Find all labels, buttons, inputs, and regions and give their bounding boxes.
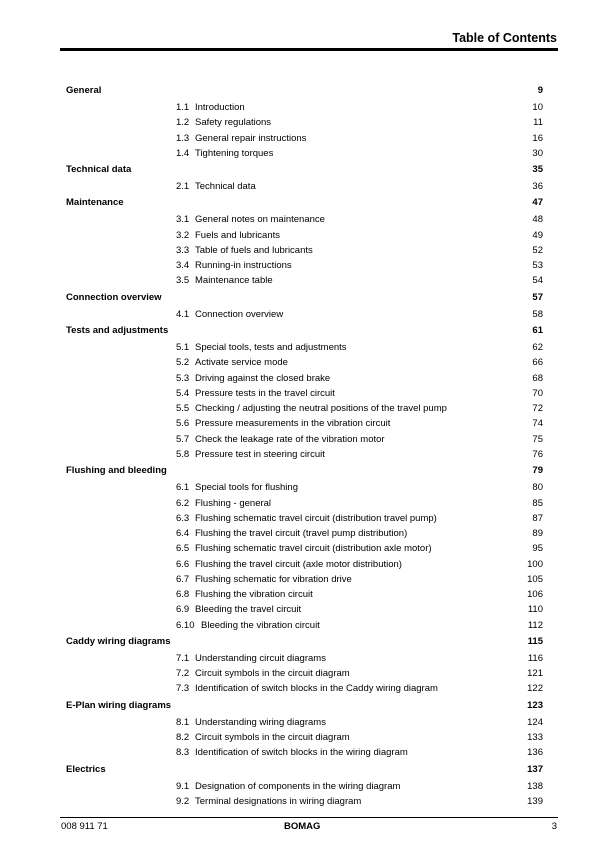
toc-section: [0, 324, 605, 338]
toc-entry-page: 72: [532, 403, 543, 415]
toc-entry-number: 6.4: [176, 528, 190, 539]
toc-entry-page: 133: [527, 732, 543, 743]
toc-entry-title: Safety regulations: [195, 117, 272, 129]
toc-entry-number: 5.1: [176, 342, 190, 354]
toc-entry-number: 4.1: [176, 308, 190, 320]
toc-entry-title: General repair instructions: [195, 132, 307, 144]
toc-entry: [0, 308, 605, 322]
toc-entry-number: 1.2: [176, 117, 190, 129]
toc-entry-number: 6.10: [176, 619, 195, 631]
toc-entry-title: Pressure tests in the travel circuit: [195, 387, 335, 399]
toc-entry: [0, 558, 605, 572]
toc-entry: [0, 356, 605, 370]
toc-entry-title: Check the leakage rate of the vibration motor: [195, 433, 385, 445]
toc-entry-page: 74: [532, 418, 543, 430]
toc-entry-page: 87: [532, 512, 543, 524]
toc-entry-page: 68: [532, 372, 543, 384]
toc-section-title: Connection overview: [66, 291, 162, 303]
toc-section-title: Flushing and bleeding: [66, 465, 167, 477]
toc-section-page: 35: [532, 164, 543, 176]
footer-doc-number: 008 911 71: [61, 821, 108, 832]
toc-entry-title: Flushing schematic for vibration drive: [195, 573, 352, 585]
header-title: Table of Contents: [452, 31, 557, 45]
toc-entry: [0, 387, 605, 401]
toc-entry: [0, 244, 605, 258]
toc-entry-title: Special tools, tests and adjustments: [195, 342, 347, 354]
toc-entry-number: 5.3: [176, 372, 190, 384]
toc-entry: [0, 417, 605, 431]
toc-section-title: Electrics: [66, 763, 106, 775]
toc-entry-page: 58: [532, 308, 543, 320]
toc-entry-number: 1.3: [176, 132, 190, 144]
toc-entry-number: 3.3: [176, 244, 190, 256]
toc-entry: [0, 116, 605, 130]
toc-entry-number: 8.3: [176, 747, 190, 759]
toc-entry-page: 66: [532, 357, 543, 369]
toc-entry-number: 2.1: [176, 181, 190, 193]
toc-entry-title: Flushing the travel circuit (travel pump distribution): [195, 528, 408, 539]
toc-entry-page: 48: [532, 214, 543, 226]
toc-entry-title: Flushing the vibration circuit: [195, 589, 313, 600]
toc-entry-number: 5.7: [176, 433, 190, 445]
toc-entry-page: 36: [532, 181, 543, 193]
toc-entry-number: 7.2: [176, 668, 190, 680]
toc-section: [0, 464, 605, 478]
toc-section-page: 47: [532, 197, 543, 209]
toc-section: [0, 699, 605, 713]
toc-entry-title: Fuels and lubricants: [195, 229, 281, 241]
toc-entry-number: 6.2: [176, 497, 190, 509]
toc-entry: [0, 780, 605, 794]
toc-entry-number: 5.4: [176, 387, 190, 399]
toc-entry-page: 139: [527, 795, 543, 807]
toc-entry-number: 6.5: [176, 543, 190, 555]
toc-entry-number: 6.6: [176, 558, 190, 570]
toc-entry-title: Understanding circuit diagrams: [195, 652, 326, 664]
toc-entry-title: Pressure test in steering circuit: [195, 448, 325, 460]
toc-entry-title: Circuit symbols in the circuit diagram: [195, 732, 350, 743]
toc-entry: [0, 746, 605, 760]
toc-section: [0, 635, 605, 649]
toc-section: [0, 196, 605, 210]
toc-entry-title: Flushing schematic travel circuit (distribution axle motor): [195, 543, 432, 555]
toc-entry-page: 54: [532, 275, 543, 287]
toc-entry: [0, 588, 605, 602]
toc-entry-page: 105: [527, 573, 543, 585]
toc-entry-page: 138: [527, 780, 543, 792]
toc-entry: [0, 603, 605, 617]
toc-section-page: 123: [527, 699, 543, 711]
toc-entry-title: General notes on maintenance: [195, 214, 325, 226]
toc-entry-title: Connection overview: [195, 308, 284, 320]
toc-entry: [0, 213, 605, 227]
toc-entry-number: 9.1: [176, 780, 190, 792]
toc-section-page: 57: [532, 291, 543, 303]
toc-entry: [0, 229, 605, 243]
toc-entry-number: 3.1: [176, 214, 190, 226]
toc-entry: [0, 497, 605, 511]
toc-entry: [0, 795, 605, 809]
toc-entry: [0, 667, 605, 681]
toc-entry-page: 16: [532, 132, 543, 144]
toc-entry-title: Identification of switch blocks in the wiring diagram: [195, 747, 408, 759]
toc-entry-page: 85: [532, 497, 543, 509]
toc-entry-page: 49: [532, 229, 543, 241]
toc-section: [0, 84, 605, 98]
toc-entry-title: Checking / adjusting the neutral positions of the travel pump: [195, 403, 447, 415]
toc-entry-number: 7.3: [176, 683, 190, 695]
toc-entry-page: 106: [527, 589, 543, 600]
toc-section-title: Maintenance: [66, 197, 124, 209]
toc-entry-page: 80: [532, 482, 543, 494]
toc-entry-number: 5.2: [176, 357, 190, 369]
toc-entry-title: Bleeding the travel circuit: [195, 604, 302, 616]
toc-entry: [0, 402, 605, 416]
toc-entry-page: 76: [532, 448, 543, 460]
toc-entry: [0, 341, 605, 355]
toc-entry-number: 3.5: [176, 275, 190, 287]
toc-entry-page: 116: [527, 652, 543, 664]
toc-section-title: Technical data: [66, 164, 132, 176]
toc-entry-title: Table of fuels and lubricants: [195, 244, 313, 256]
toc-entry-page: 53: [532, 260, 543, 272]
footer-rule: [60, 817, 558, 818]
toc-entry: [0, 147, 605, 161]
toc-entry: [0, 652, 605, 666]
toc-entry-page: 52: [532, 244, 543, 256]
toc-entry-number: 6.8: [176, 589, 190, 600]
toc-entry-title: Technical data: [195, 181, 256, 193]
toc-section-page: 79: [532, 465, 543, 477]
toc-entry: [0, 481, 605, 495]
toc-entry-title: Flushing schematic travel circuit (distribution travel pump): [195, 512, 437, 524]
toc-entry-page: 136: [527, 747, 543, 759]
toc-entry-number: 8.1: [176, 716, 190, 728]
toc-entry-title: Activate service mode: [195, 357, 288, 369]
toc-entry: [0, 542, 605, 556]
toc-entry-number: 1.1: [176, 102, 190, 113]
toc-section-title: Caddy wiring diagrams: [66, 635, 171, 647]
toc-entry-number: 5.5: [176, 403, 190, 415]
toc-entry-title: Flushing the travel circuit (axle motor distribution): [195, 558, 402, 570]
toc-entry-title: Tightening torques: [195, 147, 274, 159]
toc-entry-title: Understanding wiring diagrams: [195, 716, 326, 728]
toc-entry-number: 6.3: [176, 512, 190, 524]
toc-entry-number: 6.7: [176, 573, 190, 585]
toc-section-page: 61: [532, 325, 543, 337]
toc-entry-page: 11: [533, 117, 543, 129]
toc-entry: [0, 527, 605, 541]
toc-entry-number: 8.2: [176, 732, 190, 743]
toc-entry-page: 121: [527, 668, 543, 680]
toc-entry-title: Driving against the closed brake: [195, 372, 331, 384]
toc-entry-page: 112: [527, 619, 543, 631]
toc-entry-title: Flushing - general: [195, 497, 272, 509]
toc-section-title: Tests and adjustments: [66, 325, 169, 337]
toc-entry-title: Running-in instructions: [195, 260, 292, 272]
toc-entry-title: Designation of components in the wiring diagram: [195, 780, 401, 792]
footer-page-number: 3: [551, 821, 557, 832]
toc-entry-page: 70: [532, 387, 543, 399]
toc-entry: [0, 259, 605, 273]
toc-entry-page: 95: [532, 543, 543, 555]
toc-entry: [0, 372, 605, 386]
toc-entry: [0, 274, 605, 288]
toc-entry: [0, 101, 605, 115]
toc-entry: [0, 682, 605, 696]
toc-entry-title: Identification of switch blocks in the Caddy wiring diagram: [195, 683, 438, 695]
toc-entry: [0, 716, 605, 730]
toc-section: [0, 163, 605, 177]
toc-entry: [0, 573, 605, 587]
toc-entry-title: Bleeding the vibration circuit: [201, 619, 320, 631]
toc-section-page: 137: [527, 763, 543, 775]
toc-entry-number: 7.1: [176, 652, 190, 664]
toc-entry: [0, 619, 605, 633]
toc-section: [0, 763, 605, 777]
toc-section-page: 9: [537, 85, 543, 96]
toc-section: [0, 291, 605, 305]
toc-entry-number: 6.9: [176, 604, 190, 616]
toc-entry-number: 5.8: [176, 448, 190, 460]
footer-brand: BOMAG: [284, 821, 321, 832]
toc-entry-title: Pressure measurements in the vibration circuit: [195, 418, 391, 430]
toc-entry: [0, 433, 605, 447]
toc-entry-number: 3.4: [176, 260, 190, 272]
toc-entry-page: 75: [532, 433, 543, 445]
toc-entry-page: 100: [527, 558, 543, 570]
toc-section-page: 115: [527, 635, 543, 647]
toc-entry-title: Circuit symbols in the circuit diagram: [195, 668, 350, 680]
toc-entry-number: 5.6: [176, 418, 190, 430]
toc-entry-number: 1.4: [176, 147, 190, 159]
toc-entry-title: Special tools for flushing: [195, 482, 298, 494]
toc-entry: [0, 448, 605, 462]
toc-entry: [0, 731, 605, 745]
toc-entry-page: 10: [532, 102, 543, 113]
toc-entry-number: 3.2: [176, 229, 190, 241]
toc-entry-page: 124: [527, 716, 543, 728]
toc-entry-title: Introduction: [195, 102, 245, 113]
toc-entry-number: 6.1: [176, 482, 190, 494]
toc-entry-page: 62: [532, 342, 543, 354]
toc-entry-title: Maintenance table: [195, 275, 273, 287]
toc-entry-title: Terminal designations in wiring diagram: [195, 795, 362, 807]
toc-section-title: General: [66, 85, 102, 96]
toc-section-title: E-Plan wiring diagrams: [66, 699, 172, 711]
toc-entry-page: 110: [527, 604, 543, 616]
toc-entry-number: 9.2: [176, 795, 190, 807]
toc-entry-page: 30: [532, 147, 543, 159]
toc-entry-page: 89: [532, 528, 543, 539]
toc-entry-page: 122: [527, 683, 543, 695]
toc-entry: [0, 132, 605, 146]
toc-entry: [0, 180, 605, 194]
toc-entry: [0, 512, 605, 526]
